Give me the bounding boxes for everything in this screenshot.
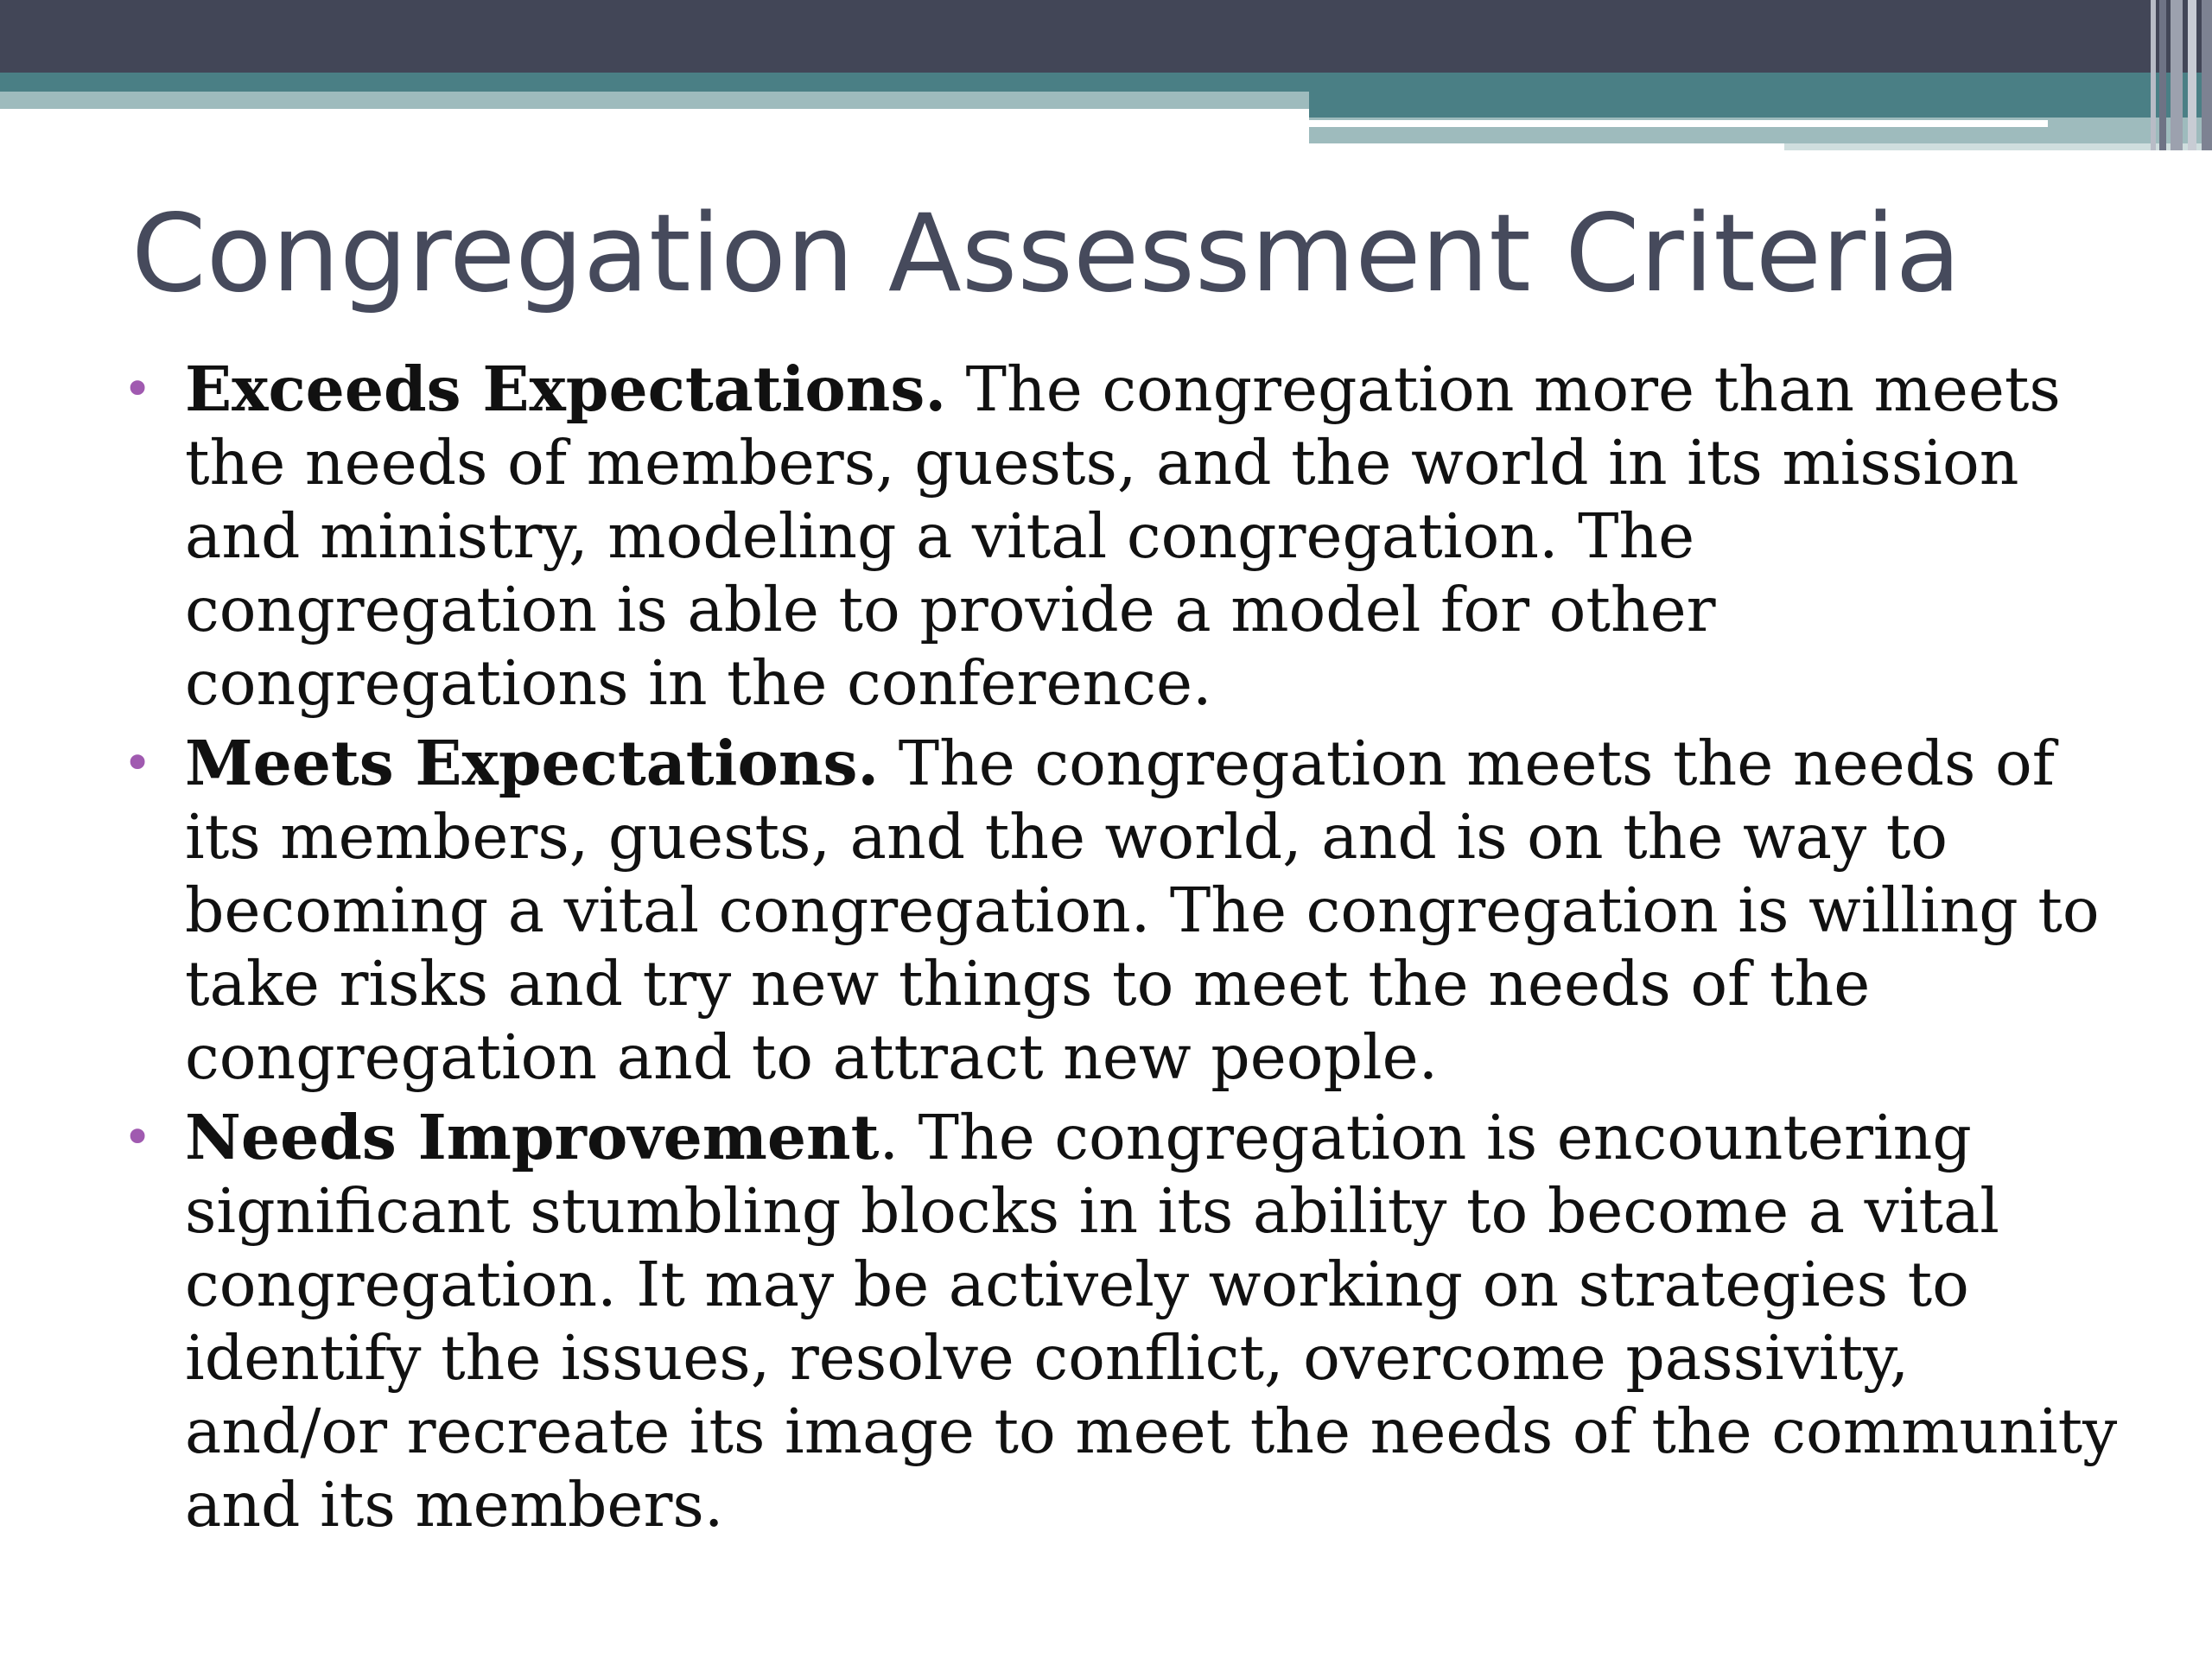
header-band-dark <box>0 0 2212 73</box>
criteria-term: Meets Expectations. <box>185 727 880 799</box>
criteria-term: Exceeds Expectations. <box>185 353 947 425</box>
criteria-description: . The congregation is encountering significant stumbling blocks in its ability to become a vital congregation. It may be actively working on strategies to identify the issues, resolve conflict, overcome passivity, and/or recreate its image to meet the needs of the community and its members. <box>185 1102 2118 1541</box>
bullet-icon: • <box>123 359 153 418</box>
criteria-description: The congregation meets the needs of its members, guests, and the world, and is on the way to becoming a vital congregation. The congregation is willing to take risks and try new things to meet the needs of the congregation and to attract new people. <box>185 728 2100 1093</box>
slide-title: Congregation Assessment Criteria <box>131 192 1961 316</box>
criteria-list <box>121 353 2126 1548</box>
bullet-icon: • <box>123 734 153 792</box>
criteria-description: The congregation more than meets the needs of members, guests, and the world in its mission and ministry, modeling a vital congregation. The congregation is able to provide a model for other congregations in the conference. <box>185 353 2061 719</box>
header-accent-line <box>1309 120 2048 127</box>
criteria-term: Needs Improvement <box>185 1101 880 1173</box>
header-band-teal <box>0 73 2212 92</box>
header-band-light <box>0 92 1309 109</box>
bullet-icon: • <box>123 1108 153 1166</box>
header-vertical-stripes <box>2143 0 2212 150</box>
criteria-item-needs-improvement <box>121 1101 2126 1541</box>
criteria-item-exceeds <box>121 353 2126 720</box>
header-band-step <box>1309 92 2212 118</box>
criteria-item-meets <box>121 727 2126 1094</box>
